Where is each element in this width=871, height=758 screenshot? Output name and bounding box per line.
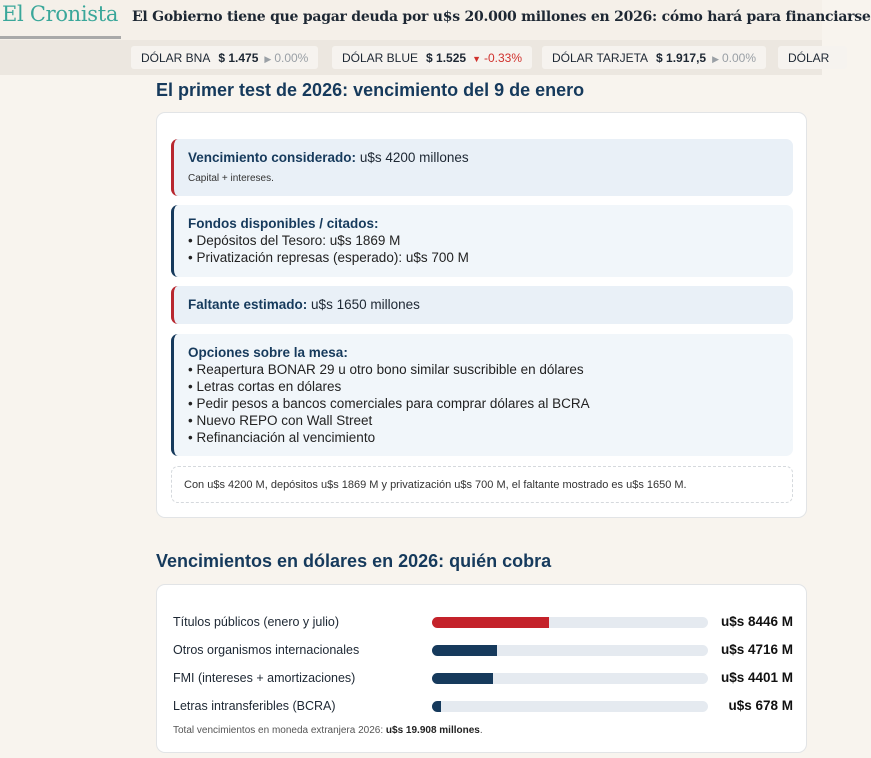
- ticker-item-dolar-bna[interactable]: [131, 46, 318, 69]
- currency-ticker: [0, 40, 830, 75]
- triangle-right-icon: ▶: [264, 53, 272, 64]
- ticker-change: ▼ -0.33%: [472, 50, 523, 65]
- section-title-vencimientos: Vencimientos en dólares en 2026: quién cobra: [156, 551, 552, 571]
- bar-label: Otros organismos internacionales: [173, 643, 360, 657]
- bar-track: [432, 617, 708, 628]
- vencimiento-card: [156, 112, 807, 518]
- bar-label: Letras intransferibles (BCRA): [173, 699, 336, 713]
- opciones-label: Opciones sobre la mesa:: [188, 345, 348, 360]
- ticker-change: ▶ 0.00%: [712, 50, 757, 65]
- fondos-box: [171, 205, 793, 277]
- ticker-price: $ 1.917,5: [656, 50, 707, 65]
- ticker-change: ▶ 0.00%: [264, 50, 309, 65]
- opciones-item: • Letras cortas en dólares: [188, 379, 342, 394]
- fondos-item: • Depósitos del Tesoro: u$s 1869 M: [188, 233, 401, 248]
- triangle-right-icon: ▶: [712, 53, 719, 64]
- bar-fill: [432, 701, 441, 712]
- total-value: u$s 19.908 millones: [385, 725, 480, 736]
- bar-track: [432, 701, 708, 712]
- ticker-name: DÓLAR BLUE: [342, 50, 419, 65]
- section-title-primer-test: El primer test de 2026: vencimiento del 9 de enero: [156, 80, 585, 100]
- bar-label: FMI (intereses + amortizaciones): [173, 671, 356, 685]
- fondos-label: Fondos disponibles / citados:: [188, 216, 379, 231]
- bar-label: Títulos públicos (enero y julio): [173, 615, 340, 629]
- opciones-item: • Nuevo REPO con Wall Street: [188, 413, 373, 428]
- opciones-box: [171, 334, 793, 456]
- vencimiento-box: [171, 139, 793, 196]
- bar-value: u$s 8446 M: [720, 614, 793, 629]
- vencimiento-label: Vencimiento considerado:: [188, 150, 357, 165]
- vencimiento-value: u$s 4200 millones: [359, 150, 469, 165]
- ticker-item-dolar-blue[interactable]: [332, 46, 532, 69]
- bar-fill: [432, 617, 549, 628]
- vencimiento-note: Capital + intereses.: [188, 173, 274, 184]
- ticker-item-dolar-tarjeta[interactable]: [542, 46, 766, 69]
- bar-row-fmi: [173, 668, 793, 688]
- bar-value: u$s 4401 M: [720, 670, 793, 685]
- vencimientos-chart-card: [156, 584, 807, 753]
- bar-value: u$s 678 M: [728, 698, 793, 713]
- faltante-box: [171, 286, 793, 324]
- article-headline: El Gobierno tiene que pagar deuda por u$s 20.000 millones en 2026: cómo hará para financiarse: [132, 9, 871, 25]
- ticker-name: DÓLAR: [788, 50, 830, 65]
- ticker-item-dolar[interactable]: [778, 46, 847, 69]
- opciones-item: • Refinanciación al vencimiento: [188, 430, 376, 445]
- bar-value: u$s 4716 M: [720, 642, 793, 657]
- bar-fill: [432, 645, 497, 656]
- bar-track: [432, 645, 708, 656]
- faltante-value: u$s 1650 millones: [311, 297, 420, 312]
- opciones-item: • Pedir pesos a bancos comerciales para comprar dólares al BCRA: [188, 396, 590, 411]
- faltante-label: Faltante estimado:: [188, 297, 308, 312]
- fondos-item: • Privatización represas (esperado): u$s 700 M: [188, 250, 469, 265]
- opciones-item: • Reapertura BONAR 29 u otro bono similar suscribible en dólares: [188, 362, 584, 377]
- ticker-price: $ 1.475: [218, 50, 259, 65]
- summary-note: Con u$s 4200 M, depósitos u$s 1869 M y privatización u$s 700 M, el faltante mostrado es u$s 1650 M.: [171, 466, 793, 503]
- logo-underline: [0, 36, 121, 39]
- bar-fill: [432, 673, 493, 684]
- ticker-name: DÓLAR BNA: [141, 50, 211, 65]
- ticker-name: DÓLAR TARJETA: [552, 50, 649, 65]
- top-bar: [0, 0, 871, 40]
- bar-row-titulos: [173, 612, 793, 632]
- bar-row-organismos: [173, 640, 793, 660]
- total-note: Total vencimientos en moneda extranjera 2026: u$s 19.908 millones.: [173, 725, 483, 736]
- bar-track: [432, 673, 708, 684]
- triangle-down-icon: ▼: [472, 53, 481, 64]
- ticker-price: $ 1.525: [426, 50, 467, 65]
- bar-row-letras: [173, 696, 793, 716]
- site-logo[interactable]: El Cronista: [2, 2, 119, 26]
